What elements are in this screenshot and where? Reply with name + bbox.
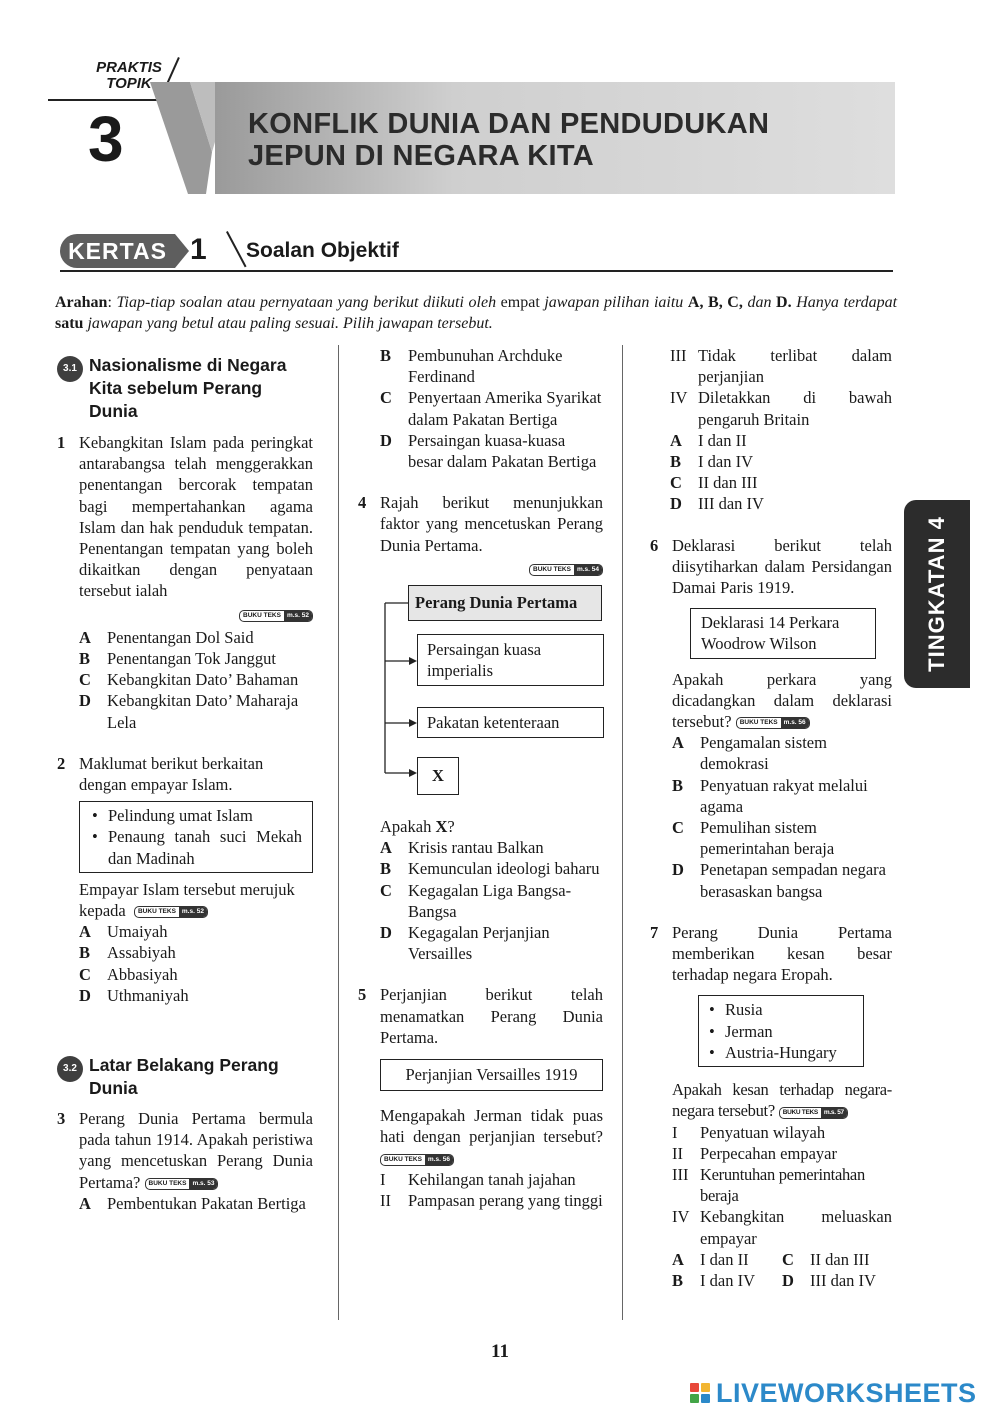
question-number: 2: [57, 753, 66, 773]
option-a[interactable]: A I dan II: [670, 430, 747, 450]
question-prompt: Apakah perkara yang dicadangkan dalam deklarasi tersebut? BUKU TEKS m.s. 56: [672, 669, 892, 732]
question-3-continued: [358, 345, 603, 472]
kertas-number: 1: [190, 233, 207, 266]
option-c[interactable]: C Kebangkitan Dato’ Bahaman: [79, 670, 299, 690]
bullet-item: Austria-Hungary: [725, 1042, 837, 1062]
kertas-slash: [226, 231, 247, 267]
options-row-2: [672, 1270, 892, 1291]
question-text: Kebangkitan Islam pada peringkat antarabangsa telah menggerakkan penentangan bercorak tempatan bagi mempertahankan agama Islam dan hak penduduk tempatan. Penentangan tempatan yang boleh dikaitkan dengan penyataan tersebut ialah: [79, 433, 313, 601]
question-5-continued: [650, 345, 892, 515]
buku-teks-badge: BUKU TEKS m.s. 54: [529, 564, 603, 576]
topic-number: 3: [88, 103, 124, 175]
question-4-answers: [358, 816, 603, 964]
section-badge: 3.2: [57, 1056, 83, 1082]
arahan-label: Arahan: [55, 294, 108, 311]
question-number: 6: [650, 535, 659, 555]
statement-2: II Perpecahan empayar: [672, 1143, 837, 1163]
option-c[interactable]: C Kegagalan Liga Bangsa-Bangsa: [380, 880, 572, 921]
question-3: [57, 1108, 313, 1214]
section-title: Latar Belakang Perang Dunia: [89, 1055, 279, 1099]
title-line-1: KONFLIK DUNIA DAN PENDUDUKAN: [248, 108, 770, 140]
option-d[interactable]: D Kebangkitan Dato’ Maharaja Lela: [79, 691, 299, 732]
option-a[interactable]: A I dan II: [672, 1249, 749, 1269]
question-number: 5: [358, 985, 367, 1005]
option-a[interactable]: A Krisis rantau Balkan: [380, 838, 544, 858]
column-1: [57, 354, 313, 1214]
option-c[interactable]: C II dan III: [670, 473, 758, 493]
liveworksheets-text: LIVEWORKSHEETS: [716, 1378, 977, 1408]
arahan-text-4: jawapan yang betul atau paling sesuai. Pilih jawapan tersebut.: [87, 315, 493, 332]
column-rule-1: [338, 345, 339, 1320]
statement-3: III Tidak terlibat dalam perjanjian: [670, 346, 892, 387]
question-prompt: Empayar Islam tersebut merujuk kepada BUKU TEKS m.s. 52: [79, 879, 295, 921]
option-d[interactable]: D Kegagalan Perjanjian Versailles: [380, 923, 550, 964]
question-text: Rajah berikut menunjukkan faktor yang mencetuskan Perang Dunia Pertama.: [380, 493, 603, 555]
question-number: 3: [57, 1109, 66, 1129]
arahan-empat: empat: [500, 294, 540, 311]
option-d[interactable]: D III dan IV: [782, 1270, 876, 1290]
buku-teks-badge: BUKU TEKS m.s. 57: [779, 1107, 848, 1119]
statement-3: III Keruntuhan pemerintahan beraja: [672, 1164, 865, 1206]
bullet-item: Pelindung umat Islam: [108, 806, 253, 826]
liveworksheets-logo: [690, 1378, 977, 1408]
option-c[interactable]: C II dan III: [782, 1249, 870, 1269]
page-title: [248, 108, 769, 172]
section-badge: 3.1: [57, 356, 83, 382]
diagram-item: Pakatan ketenteraan: [417, 707, 604, 738]
option-d[interactable]: D III dan IV: [670, 494, 764, 514]
question-text: Deklarasi berikut telah diisytiharkan dalam Persidangan Damai Paris 1919.: [672, 535, 892, 598]
praktis-text: PRAKTIS: [96, 59, 162, 76]
option-b[interactable]: B Pembunuhan Archduke Ferdinand: [380, 346, 563, 387]
section-title: Nasionalisme di Negara Kita sebelum Perang Dunia: [89, 355, 287, 421]
side-tab-label: TINGKATAN 4: [924, 516, 949, 672]
question-2: [57, 753, 313, 1006]
statement-1: I Penyatuan wilayah: [672, 1122, 826, 1142]
info-box: • Rusia • Jerman • Austria-Hungary: [698, 995, 864, 1067]
statement-2: II Pampasan perang yang tinggi: [380, 1190, 603, 1210]
option-c[interactable]: C Pemulihan sistem pemerintahan beraja: [672, 818, 835, 859]
info-box: Perjanjian Versailles 1919: [380, 1059, 603, 1091]
arahan-text-3: Hanya terdapat: [796, 294, 898, 311]
diagram-item-x: X: [417, 757, 459, 795]
option-b[interactable]: B Penyatuan rakyat melalui agama: [672, 775, 868, 816]
arahan-letters: A, B, C,: [687, 294, 743, 311]
option-d[interactable]: D Uthmaniyah: [79, 985, 189, 1005]
diagram: [358, 581, 603, 816]
bullet-item: Rusia: [725, 1000, 763, 1020]
question-1: [57, 432, 313, 733]
question-prompt: Apakah X?: [380, 817, 455, 837]
buku-teks-badge: BUKU TEKS m.s. 53: [145, 1178, 219, 1190]
statement-1: I Kehilangan tanah jajahan: [380, 1169, 576, 1189]
column-rule-2: [622, 345, 623, 1320]
diagram-item: Persaingan kuasa imperialis: [417, 634, 604, 686]
liveworksheets-grid-icon: [690, 1383, 710, 1403]
kertas-rule: [60, 270, 893, 272]
section-3-2: [57, 1054, 313, 1100]
buku-teks-badge: BUKU TEKS m.s. 52: [239, 610, 313, 622]
question-text: Perjanjian berikut telah menamatkan Perang Dunia Pertama.: [380, 985, 603, 1047]
option-d[interactable]: D Penetapan sempadan negara berasaskan bangsa: [672, 860, 886, 901]
option-d[interactable]: D Persaingan kuasa-kuasa besar dalam Pakatan Bertiga: [380, 430, 597, 472]
question-number: 7: [650, 922, 659, 942]
option-a[interactable]: A Pengamalan sistem demokrasi: [672, 733, 827, 774]
question-number: 1: [57, 433, 66, 452]
option-c[interactable]: C Penyertaan Amerika Syarikat dalam Pakatan Bertiga: [380, 388, 602, 429]
side-tab: [904, 500, 970, 688]
option-b[interactable]: B Assabiyah: [79, 943, 176, 963]
column-3: [650, 345, 892, 1291]
arahan-d: D.: [776, 294, 792, 311]
question-text: Perang Dunia Pertama bermula pada tahun 1914. Apakah peristiwa yang mencetuskan Perang Dunia Pertama? BUKU TEKS m.s. 53: [79, 1109, 313, 1192]
kertas-subtitle: Soalan Objektif: [246, 239, 399, 262]
bullet-item: Jerman: [725, 1021, 773, 1041]
question-5: [358, 984, 603, 1211]
bullet-item: Penaung tanah suci Mekah dan Madinah: [108, 827, 302, 868]
option-a[interactable]: A Umaiyah: [79, 922, 168, 942]
question-7: [650, 922, 892, 1291]
question-prompt: Apakah kesan terhadap negara-negara tersebut? BUKU TEKS m.s. 57: [672, 1080, 892, 1121]
option-b[interactable]: B Penentangan Tok Janggut: [79, 649, 277, 669]
title-line-2: JEPUN DI NEGARA KITA: [248, 140, 594, 172]
topik-text: TOPIK: [106, 75, 152, 92]
question-4: [358, 492, 603, 581]
arahan-text-2: jawapan pilihan iaitu: [544, 294, 684, 311]
column-2: [358, 345, 603, 1211]
info-box: Deklarasi 14 Perkara Woodrow Wilson: [690, 608, 876, 658]
option-b[interactable]: B I dan IV: [672, 1270, 755, 1290]
arahan-text-1: Tiap-tiap soalan atau pernyataan yang berikut diikuti oleh: [116, 294, 497, 311]
kertas-arrow-icon: [175, 234, 189, 268]
diagram-title: Perang Dunia Pertama: [408, 585, 602, 621]
info-box: • Pelindung umat Islam • Penaung tanah suci Mekah dan Madinah: [79, 801, 313, 873]
option-c[interactable]: C Abbasiyah: [79, 964, 178, 984]
option-b[interactable]: B Kemunculan ideologi baharu: [380, 859, 600, 879]
question-prompt: Mengapakah Jerman tidak puas hati dengan perjanjian tersebut? BUKU TEKS m.s. 56: [380, 1105, 603, 1169]
kertas-label: KERTAS: [60, 234, 175, 268]
question-text: Maklumat berikut berkaitan dengan empayar Islam.: [79, 753, 264, 795]
buku-teks-badge: BUKU TEKS m.s. 52: [134, 906, 208, 918]
buku-teks-badge: BUKU TEKS m.s. 56: [736, 717, 810, 729]
question-6: [650, 535, 892, 902]
statement-4: IV Diletakkan di bawah pengaruh Britain: [670, 388, 892, 429]
section-3-1: [57, 354, 313, 423]
question-text: Perang Dunia Pertama memberikan kesan besar terhadap negara Eropah.: [672, 922, 892, 985]
option-a[interactable]: A Penentangan Dol Said: [79, 627, 254, 647]
question-number: 4: [358, 493, 367, 513]
arahan-dan: dan: [747, 294, 772, 311]
instructions: Arahan: Tiap-tiap soalan atau pernyataan yang berikut diikuti oleh empat jawapan pilihan iaitu A, B, C, dan D. Hanya terdapat satu jawapan yang betul atau paling sesuai. Pilih jawapan tersebut.: [55, 294, 898, 332]
arahan-satu: satu: [55, 315, 84, 332]
options-row-1: [672, 1249, 892, 1270]
page-number: 11: [491, 1341, 509, 1362]
buku-teks-badge: BUKU TEKS m.s. 56: [380, 1154, 454, 1166]
statement-4: IV Kebangkitan meluaskan empayar: [672, 1207, 892, 1248]
option-a[interactable]: A Pembentukan Pakatan Bertiga: [79, 1193, 306, 1213]
option-b[interactable]: B I dan IV: [670, 452, 753, 472]
